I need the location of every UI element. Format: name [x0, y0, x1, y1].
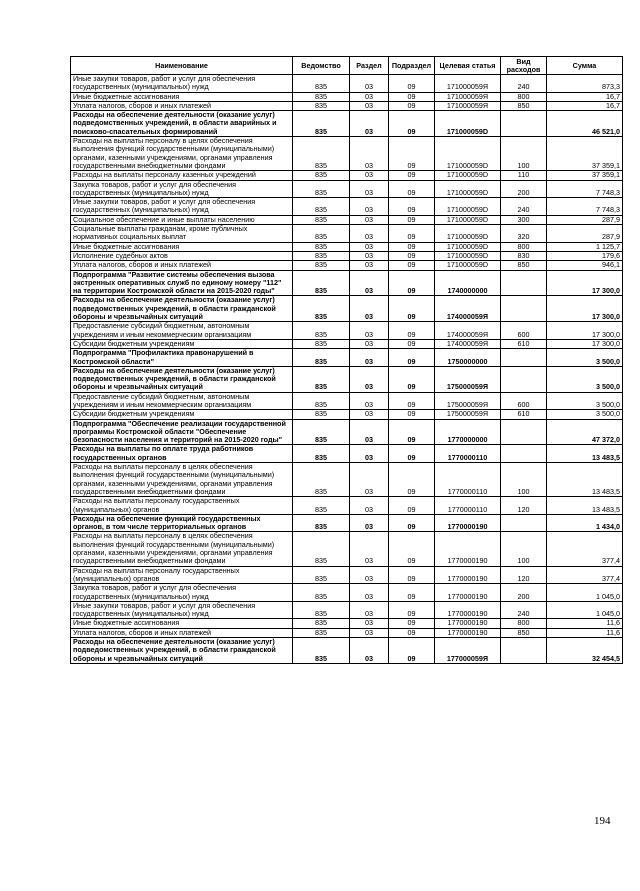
row-department: 835: [293, 339, 350, 348]
row-section: 03: [350, 270, 389, 296]
row-target-item: 1770000190: [435, 601, 501, 619]
budget-table-sheet: [70, 56, 622, 664]
row-sum: 3 500,0: [547, 392, 623, 410]
table-row: [71, 463, 623, 497]
row-expense-type: 100: [501, 137, 547, 171]
row-subsection: 09: [389, 251, 435, 260]
row-name: Предоставление субсидий бюджетным, автономным учреждениям и иным некоммерческим организациям: [71, 322, 293, 340]
row-expense-type: 610: [501, 410, 547, 419]
row-subsection: 09: [389, 349, 435, 367]
row-subsection: 09: [389, 392, 435, 410]
table-row: [71, 619, 623, 628]
row-section: 03: [350, 339, 389, 348]
row-department: 835: [293, 349, 350, 367]
row-section: 03: [350, 638, 389, 664]
row-subsection: 09: [389, 111, 435, 137]
header-expense-type: Вид расходов: [501, 57, 547, 75]
row-name: Подпрограмма "Профилактика правонарушений в Костромской области": [71, 349, 293, 367]
row-expense-type: 850: [501, 628, 547, 637]
row-name: Иные бюджетные ассигнования: [71, 92, 293, 101]
row-section: 03: [350, 242, 389, 251]
row-name: Расходы на выплаты персоналу казенных учреждений: [71, 171, 293, 180]
row-subsection: 09: [389, 215, 435, 224]
row-name: Подпрограмма "Обеспечение реализации государственной программы Костромской области "Обеспечение безопасности населения и территорий на 2015-2020 годы": [71, 419, 293, 445]
row-sum: 287,9: [547, 225, 623, 243]
row-subsection: 09: [389, 619, 435, 628]
row-expense-type: 830: [501, 251, 547, 260]
row-subsection: 09: [389, 171, 435, 180]
row-sum: 17 300,0: [547, 339, 623, 348]
row-section: 03: [350, 584, 389, 602]
table-row: [71, 497, 623, 515]
row-expense-type: [501, 296, 547, 322]
row-name: Расходы на обеспечение деятельности (оказание услуг) подведомственных учреждений, в области гражданской обороны и чрезвычайных ситуаций: [71, 638, 293, 664]
row-department: 835: [293, 225, 350, 243]
table-row: [71, 339, 623, 348]
header-department: Ведомство: [293, 57, 350, 75]
row-name: Закупка товаров, работ и услуг для обеспечения государственных (муниципальных) нужд: [71, 584, 293, 602]
row-subsection: 09: [389, 584, 435, 602]
row-expense-type: 120: [501, 497, 547, 515]
row-subsection: 09: [389, 261, 435, 270]
table-row: [71, 638, 623, 664]
row-department: 835: [293, 497, 350, 515]
row-section: 03: [350, 601, 389, 619]
row-expense-type: 600: [501, 322, 547, 340]
row-subsection: 09: [389, 410, 435, 419]
row-target-item: 171000059D: [435, 242, 501, 251]
row-sum: 7 748,3: [547, 198, 623, 216]
row-target-item: 171000059D: [435, 225, 501, 243]
row-target-item: 174000059Я: [435, 322, 501, 340]
row-expense-type: 800: [501, 619, 547, 628]
row-department: 835: [293, 92, 350, 101]
row-department: 835: [293, 532, 350, 566]
row-section: 03: [350, 92, 389, 101]
row-name: Расходы на обеспечение деятельности (оказание услуг) подведомственных учреждений, в области гражданской обороны и чрезвычайных ситуаций: [71, 296, 293, 322]
row-department: 835: [293, 111, 350, 137]
row-expense-type: 240: [501, 601, 547, 619]
row-name: Исполнение судебных актов: [71, 251, 293, 260]
row-expense-type: 200: [501, 584, 547, 602]
row-sum: 377,4: [547, 532, 623, 566]
row-expense-type: 110: [501, 171, 547, 180]
row-sum: 11,6: [547, 628, 623, 637]
row-section: 03: [350, 171, 389, 180]
row-expense-type: [501, 514, 547, 532]
row-subsection: 09: [389, 198, 435, 216]
row-department: 835: [293, 198, 350, 216]
row-expense-type: [501, 419, 547, 445]
row-name: Расходы на обеспечение функций государственных органов, в том числе территориальных органов: [71, 514, 293, 532]
row-target-item: 175000059Я: [435, 366, 501, 392]
row-sum: 377,4: [547, 566, 623, 584]
row-subsection: 09: [389, 566, 435, 584]
row-section: 03: [350, 392, 389, 410]
row-target-item: 171000059Я: [435, 75, 501, 93]
row-section: 03: [350, 463, 389, 497]
table-row: [71, 410, 623, 419]
row-section: 03: [350, 101, 389, 110]
row-sum: 46 521,0: [547, 111, 623, 137]
table-row: [71, 137, 623, 171]
row-section: 03: [350, 111, 389, 137]
table-row: [71, 584, 623, 602]
table-row: [71, 215, 623, 224]
row-target-item: 171000059D: [435, 198, 501, 216]
row-sum: 37 359,1: [547, 171, 623, 180]
row-department: 835: [293, 566, 350, 584]
row-target-item: 1770000110: [435, 497, 501, 515]
row-name: Уплата налогов, сборов и иных платежей: [71, 628, 293, 637]
row-expense-type: 610: [501, 339, 547, 348]
row-target-item: 171000059Я: [435, 92, 501, 101]
row-target-item: 1770000190: [435, 532, 501, 566]
row-department: 835: [293, 137, 350, 171]
row-name: Расходы на выплаты персоналу в целях обеспечения выполнения функций государственными (муниципальными) органами, казенными учреждениями, органами управления государственными внебюджетными фондами: [71, 532, 293, 566]
row-expense-type: 100: [501, 463, 547, 497]
row-name: Социальные выплаты гражданам, кроме публичных нормативных социальных выплат: [71, 225, 293, 243]
row-name: Подпрограмма "Развитие системы обеспечения вызова экстренных оперативных служб по единому номеру "112" на территории Костромской области на 2015-2020 годы": [71, 270, 293, 296]
table-row: [71, 242, 623, 251]
table-row: [71, 261, 623, 270]
table-row: [71, 392, 623, 410]
row-sum: 17 300,0: [547, 296, 623, 322]
row-department: 835: [293, 628, 350, 637]
row-department: 835: [293, 75, 350, 93]
table-row: [71, 628, 623, 637]
row-name: Иные закупки товаров, работ и услуг для обеспечения государственных (муниципальных) нужд: [71, 601, 293, 619]
table-row: [71, 225, 623, 243]
header-sum: Сумма: [547, 57, 623, 75]
table-row: [71, 419, 623, 445]
table-row: [71, 322, 623, 340]
row-name: Расходы на обеспечение деятельности (оказание услуг) подведомственных учреждений, в области аварийных и поисково-спасательных формирований: [71, 111, 293, 137]
row-subsection: 09: [389, 180, 435, 198]
row-section: 03: [350, 619, 389, 628]
header-subsection: Подраздел: [389, 57, 435, 75]
row-section: 03: [350, 180, 389, 198]
row-target-item: 174000059Я: [435, 339, 501, 348]
row-expense-type: 800: [501, 92, 547, 101]
row-sum: 873,3: [547, 75, 623, 93]
row-department: 835: [293, 296, 350, 322]
row-name: Иные закупки товаров, работ и услуг для обеспечения государственных (муниципальных) нужд: [71, 198, 293, 216]
row-subsection: 09: [389, 137, 435, 171]
row-target-item: 1770000110: [435, 463, 501, 497]
table-body: [71, 75, 623, 664]
row-target-item: 171000059Я: [435, 101, 501, 110]
row-section: 03: [350, 445, 389, 463]
table-row: [71, 171, 623, 180]
row-sum: 13 483,5: [547, 445, 623, 463]
row-sum: 3 500,0: [547, 349, 623, 367]
row-department: 835: [293, 242, 350, 251]
table-row: [71, 92, 623, 101]
row-section: 03: [350, 419, 389, 445]
table-row: [71, 198, 623, 216]
row-department: 835: [293, 261, 350, 270]
row-section: 03: [350, 198, 389, 216]
row-expense-type: [501, 349, 547, 367]
table-row: [71, 75, 623, 93]
row-subsection: 09: [389, 419, 435, 445]
row-expense-type: 300: [501, 215, 547, 224]
row-subsection: 09: [389, 445, 435, 463]
row-expense-type: 100: [501, 532, 547, 566]
row-department: 835: [293, 215, 350, 224]
row-sum: 287,9: [547, 215, 623, 224]
row-subsection: 09: [389, 101, 435, 110]
row-sum: 13 483,5: [547, 463, 623, 497]
row-name: Иные бюджетные ассигнования: [71, 619, 293, 628]
row-subsection: 09: [389, 322, 435, 340]
row-sum: 1 045,0: [547, 584, 623, 602]
row-target-item: 1770000190: [435, 619, 501, 628]
row-subsection: 09: [389, 339, 435, 348]
row-target-item: 171000059D: [435, 215, 501, 224]
row-expense-type: 320: [501, 225, 547, 243]
row-subsection: 09: [389, 366, 435, 392]
row-sum: 179,6: [547, 251, 623, 260]
row-subsection: 09: [389, 225, 435, 243]
page-number: 194: [594, 815, 611, 827]
row-expense-type: 800: [501, 242, 547, 251]
row-department: 835: [293, 366, 350, 392]
row-target-item: 1740000000: [435, 270, 501, 296]
row-subsection: 09: [389, 628, 435, 637]
row-name: Закупка товаров, работ и услуг для обеспечения государственных (муниципальных) нужд: [71, 180, 293, 198]
row-section: 03: [350, 75, 389, 93]
header-name: Наименование: [71, 57, 293, 75]
row-section: 03: [350, 251, 389, 260]
row-sum: 11,6: [547, 619, 623, 628]
row-target-item: 171000059D: [435, 180, 501, 198]
row-target-item: 1770000190: [435, 514, 501, 532]
row-subsection: 09: [389, 270, 435, 296]
row-expense-type: 600: [501, 392, 547, 410]
row-sum: 3 500,0: [547, 366, 623, 392]
row-target-item: 175000059Я: [435, 392, 501, 410]
row-sum: 16,7: [547, 101, 623, 110]
row-target-item: 1770000190: [435, 584, 501, 602]
row-department: 835: [293, 270, 350, 296]
row-sum: 17 300,0: [547, 270, 623, 296]
row-department: 835: [293, 445, 350, 463]
row-subsection: 09: [389, 514, 435, 532]
row-department: 835: [293, 638, 350, 664]
row-name: Иные закупки товаров, работ и услуг для обеспечения государственных (муниципальных) нужд: [71, 75, 293, 93]
table-row: [71, 601, 623, 619]
table-row: [71, 566, 623, 584]
row-section: 03: [350, 410, 389, 419]
row-sum: 1 045,0: [547, 601, 623, 619]
row-sum: 17 300,0: [547, 322, 623, 340]
row-subsection: 09: [389, 242, 435, 251]
row-sum: 47 372,0: [547, 419, 623, 445]
row-sum: 16,7: [547, 92, 623, 101]
row-subsection: 09: [389, 638, 435, 664]
row-expense-type: [501, 638, 547, 664]
row-target-item: 1770000110: [435, 445, 501, 463]
row-sum: 32 454,5: [547, 638, 623, 664]
row-department: 835: [293, 171, 350, 180]
table-row: [71, 349, 623, 367]
budget-table: [70, 56, 623, 664]
row-section: 03: [350, 137, 389, 171]
row-name: Уплата налогов, сборов и иных платежей: [71, 101, 293, 110]
row-name: Уплата налогов, сборов и иных платежей: [71, 261, 293, 270]
row-name: Предоставление субсидий бюджетным, автономным учреждениям и иным некоммерческим организациям: [71, 392, 293, 410]
row-expense-type: 240: [501, 198, 547, 216]
row-expense-type: [501, 111, 547, 137]
table-row: [71, 180, 623, 198]
row-target-item: 175000059Я: [435, 410, 501, 419]
row-target-item: 171000059D: [435, 261, 501, 270]
row-subsection: 09: [389, 601, 435, 619]
table-row: [71, 251, 623, 260]
row-section: 03: [350, 296, 389, 322]
row-target-item: 1750000000: [435, 349, 501, 367]
row-section: 03: [350, 366, 389, 392]
row-expense-type: [501, 445, 547, 463]
row-expense-type: 850: [501, 101, 547, 110]
row-name: Расходы на выплаты персоналу в целях обеспечения выполнения функций государственными (муниципальными) органами, казенными учреждениями, органами управления государственными внебюджетными фондами: [71, 463, 293, 497]
row-name: Субсидии бюджетным учреждениям: [71, 410, 293, 419]
row-target-item: 1770000000: [435, 419, 501, 445]
row-department: 835: [293, 410, 350, 419]
row-name: Расходы на обеспечение деятельности (оказание услуг) подведомственных учреждений, в области гражданской обороны и чрезвычайных ситуаций: [71, 366, 293, 392]
table-row: [71, 532, 623, 566]
table-row: [71, 366, 623, 392]
row-sum: 946,1: [547, 261, 623, 270]
row-sum: 7 748,3: [547, 180, 623, 198]
row-name: Иные бюджетные ассигнования: [71, 242, 293, 251]
row-section: 03: [350, 322, 389, 340]
row-target-item: 1770000190: [435, 566, 501, 584]
row-section: 03: [350, 215, 389, 224]
row-target-item: 1770000190: [435, 628, 501, 637]
table-row: [71, 111, 623, 137]
row-subsection: 09: [389, 296, 435, 322]
row-section: 03: [350, 497, 389, 515]
row-subsection: 09: [389, 532, 435, 566]
row-department: 835: [293, 251, 350, 260]
row-expense-type: 200: [501, 180, 547, 198]
row-section: 03: [350, 349, 389, 367]
row-name: Расходы на выплаты по оплате труда работников государственных органов: [71, 445, 293, 463]
row-section: 03: [350, 566, 389, 584]
row-department: 835: [293, 601, 350, 619]
row-sum: 37 359,1: [547, 137, 623, 171]
row-department: 835: [293, 322, 350, 340]
row-sum: 1 125,7: [547, 242, 623, 251]
row-name: Субсидии бюджетным учреждениям: [71, 339, 293, 348]
row-department: 835: [293, 514, 350, 532]
row-name: Расходы на выплаты персоналу государственных (муниципальных) органов: [71, 497, 293, 515]
row-department: 835: [293, 101, 350, 110]
row-department: 835: [293, 180, 350, 198]
table-header-row: [71, 57, 623, 75]
row-expense-type: [501, 366, 547, 392]
row-subsection: 09: [389, 463, 435, 497]
row-subsection: 09: [389, 92, 435, 101]
row-target-item: 171000059D: [435, 171, 501, 180]
header-section: Раздел: [350, 57, 389, 75]
row-expense-type: 850: [501, 261, 547, 270]
row-subsection: 09: [389, 75, 435, 93]
row-target-item: 174000059Я: [435, 296, 501, 322]
row-sum: 1 434,0: [547, 514, 623, 532]
row-department: 835: [293, 463, 350, 497]
row-subsection: 09: [389, 497, 435, 515]
row-department: 835: [293, 619, 350, 628]
table-row: [71, 514, 623, 532]
row-sum: 3 500,0: [547, 410, 623, 419]
row-name: Социальное обеспечение и иные выплаты населению: [71, 215, 293, 224]
row-target-item: 171000059D: [435, 137, 501, 171]
row-name: Расходы на выплаты персоналу государственных (муниципальных) органов: [71, 566, 293, 584]
row-name: Расходы на выплаты персоналу в целях обеспечения выполнения функций государственными (муниципальными) органами, казенными учреждениями, органами управления государственными внебюджетными фондами: [71, 137, 293, 171]
row-section: 03: [350, 514, 389, 532]
row-sum: 13 483,5: [547, 497, 623, 515]
row-expense-type: [501, 270, 547, 296]
header-target-item: Целевая статья: [435, 57, 501, 75]
table-row: [71, 445, 623, 463]
row-department: 835: [293, 392, 350, 410]
row-section: 03: [350, 628, 389, 637]
table-row: [71, 270, 623, 296]
row-expense-type: 240: [501, 75, 547, 93]
table-row: [71, 101, 623, 110]
row-section: 03: [350, 261, 389, 270]
row-section: 03: [350, 225, 389, 243]
row-target-item: 177000059Я: [435, 638, 501, 664]
row-department: 835: [293, 419, 350, 445]
row-target-item: 171000059D: [435, 111, 501, 137]
row-department: 835: [293, 584, 350, 602]
row-expense-type: 120: [501, 566, 547, 584]
row-target-item: 171000059D: [435, 251, 501, 260]
table-row: [71, 296, 623, 322]
row-section: 03: [350, 532, 389, 566]
